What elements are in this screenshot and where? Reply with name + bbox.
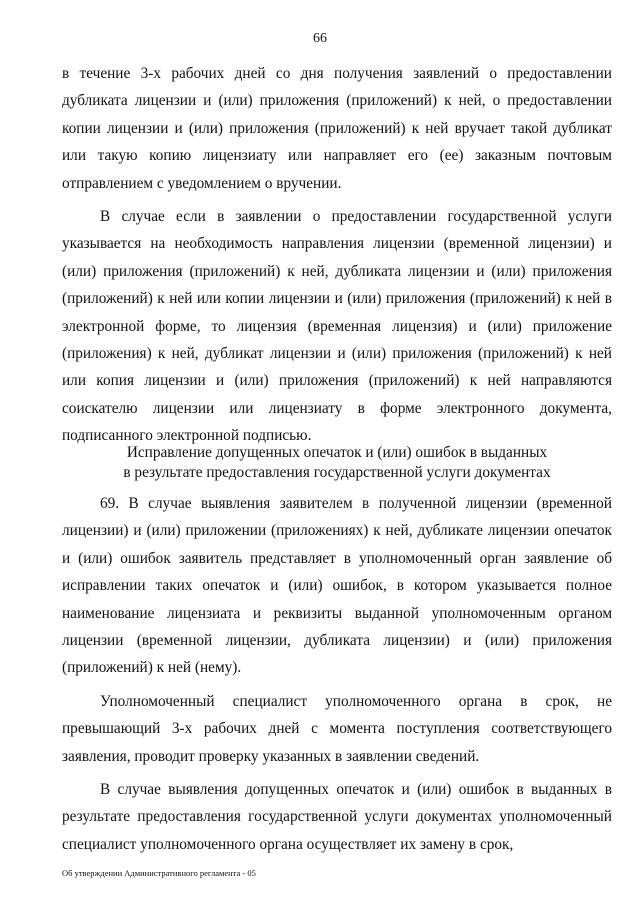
footer-note: Об утверждении Административного регламента - 05	[62, 868, 256, 878]
paragraph-verification: Уполномоченный специалист уполномоченного органа в срок, не превышающий 3-х рабочих дней с момента поступления соответствующего заявления, проводит проверку указанных в заявлении сведений.	[62, 692, 612, 765]
paragraph-continuation: в течение 3-х рабочих дней со дня получения заявлений о предоставлении дубликата лицензии и (или) приложения (приложений) к ней, о предоставлении копии лицензии и (или) приложения (приложений) к ней вручает такой дубликат или такую копию лицензиату или направляет его (ее) заказным почтовым отправлением с уведомлением о вручении.	[62, 65, 612, 192]
paragraph-electronic-form: В случае если в заявлении о предоставлении государственной услуги указывается на необходимость направления лицензии (временной лицензии) и (или) приложения (приложений) к ней, дубликата лицензии и (или) приложения (приложений) к ней или копии лицензии и (или) приложения (приложений) к ней в электронной форме, то лицензия (временная лицензия) и (или) приложение (приложения) к ней, дубликат лицензии и (или) приложения (приложений) к ней или копия лицензии и (или) приложения (приложений) к ней направляются соискателю лицензии или лицензиату в форме электронного документа, подписанного электронной подписью.	[62, 208, 612, 445]
paragraph-replacement: В случае выявления допущенных опечаток и (или) ошибок в выданных в результате предоставления государственной услуги документах уполномоченный специалист уполномоченного органа осуществляет их замену в срок,	[62, 781, 612, 853]
text-block-bottom	[62, 490, 612, 858]
section-heading	[62, 443, 612, 483]
section-heading-line-2: в результате предоставления государственной услуги документах	[123, 464, 551, 481]
section-heading-line-1: Исправление допущенных опечаток и (или) ошибок в выданных	[126, 444, 548, 461]
page-number: 66	[313, 31, 327, 46]
paragraph-69: 69. В случае выявления заявителем в полученной лицензии (временной лицензии) и (или) приложении (приложениях) к ней, дубликате лицензии опечаток и (или) ошибок заявитель представляет в уполномоченный орган заявление об исправлении таких опечаток и (или) ошибок, в котором указывается полное наименование лицензиата и реквизиты выданной уполномоченным органом лицензии (временной лицензии, дубликата лицензии) и (или) приложения (приложений) к ней (нему).	[62, 495, 612, 677]
text-block-top	[62, 60, 612, 450]
